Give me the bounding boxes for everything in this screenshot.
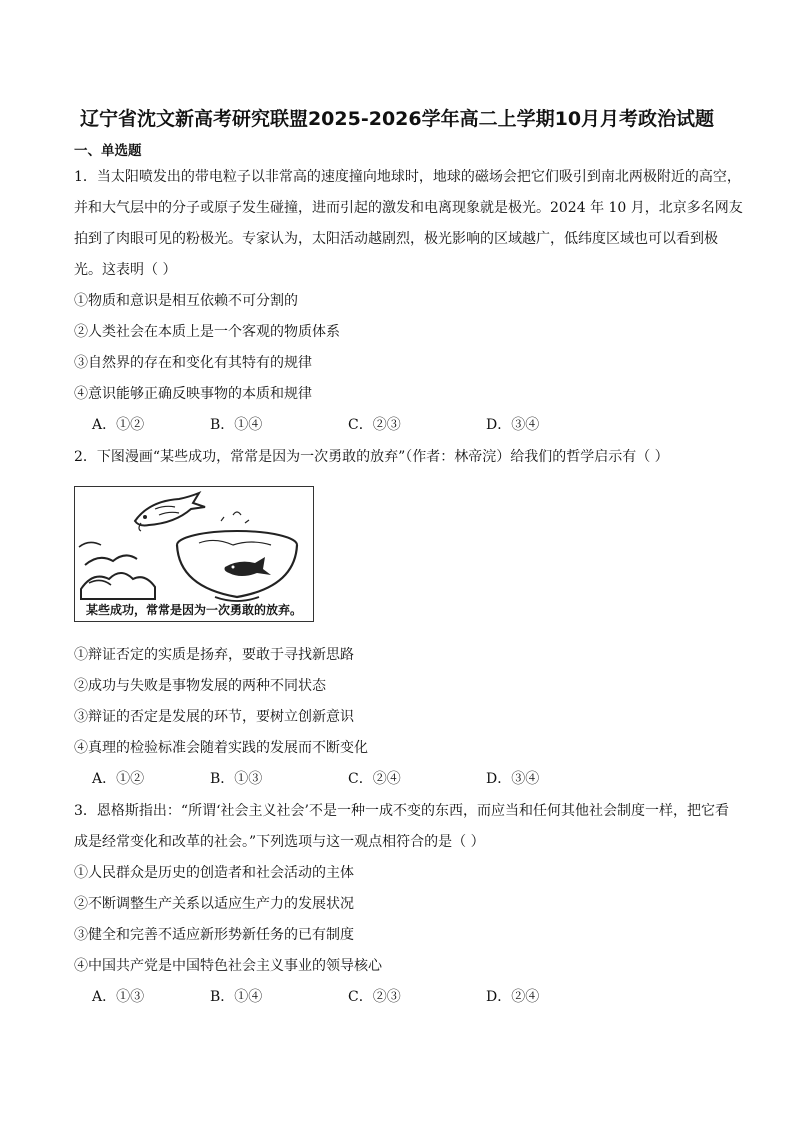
bowl-icon <box>177 531 297 601</box>
q3-option-a[interactable]: A．①③ <box>92 989 145 1005</box>
q2-options <box>92 768 586 788</box>
q1-stem-line: 1．当太阳喷发出的带电粒子以非常高的速度撞向地球时，地球的磁场会把它们吸引到南北两极附近的高空， <box>74 169 741 185</box>
q1-stem-line: 拍到了肉眼可见的粉极光。专家认为，太阳活动越剧烈，极光影响的区域越广，低纬度区域也可以看到极 <box>74 231 718 247</box>
q2-item: ③辩证的否定是发展的环节，要树立创新意识 <box>74 709 354 725</box>
q3-item: ②不断调整生产关系以适应生产力的发展状况 <box>74 896 354 912</box>
q2-option-c[interactable]: C．②④ <box>348 771 401 787</box>
q3-option-c[interactable]: C．②③ <box>348 989 401 1005</box>
q3-stem-line: 3．恩格斯指出：“所谓‘社会主义社会’不是一种一成不变的东西，而应当和任何其他社会制度一样，把它看 <box>74 803 729 819</box>
q2-item: ④真理的检验标准会随着实践的发展而不断变化 <box>74 740 368 756</box>
q1-option-c[interactable]: C．②③ <box>348 417 401 433</box>
q2-option-d[interactable]: D．③④ <box>486 771 540 787</box>
q2-stem-line: 2．下图漫画“某些成功，常常是因为一次勇敢的放弃”（作者：林帝浣）给我们的哲学启示有（ ） <box>74 449 669 465</box>
q1-item: ②人类社会在本质上是一个客观的物质体系 <box>74 324 340 340</box>
q1-stem-line: 光。这表明（ ） <box>74 262 177 278</box>
q1-item: ①物质和意识是相互依赖不可分割的 <box>74 293 298 309</box>
jumping-fish-icon <box>135 493 205 531</box>
q3-options <box>92 986 586 1006</box>
section-heading: 一、单选题 <box>74 143 142 159</box>
q3-item: ①人民群众是历史的创造者和社会活动的主体 <box>74 865 354 881</box>
q3-stem-line: 成是经常变化和改革的社会。”下列选项与这一观点相符合的是（ ） <box>74 834 485 850</box>
q1-option-d[interactable]: D．③④ <box>486 417 540 433</box>
cartoon-caption: 某些成功，常常是因为一次勇敢的放弃。 <box>85 603 302 617</box>
q2-item: ①辩证否定的实质是扬弃，要敢于寻找新思路 <box>74 647 354 663</box>
q2-option-a[interactable]: A．①② <box>92 771 145 787</box>
q3-option-b[interactable]: B．①④ <box>210 989 263 1005</box>
q2-item: ②成功与失败是事物发展的两种不同状态 <box>74 678 326 694</box>
q3-item: ③健全和完善不适应新形势新任务的已有制度 <box>74 927 354 943</box>
q3-option-d[interactable]: D．②④ <box>486 989 540 1005</box>
q1-item: ④意识能够正确反映事物的本质和规律 <box>74 386 312 402</box>
q1-option-b[interactable]: B．①④ <box>210 417 263 433</box>
q1-item: ③自然界的存在和变化有其特有的规律 <box>74 355 312 371</box>
fish-cartoon-image <box>74 486 314 622</box>
q3-item: ④中国共产党是中国特色社会主义事业的领导核心 <box>74 958 382 974</box>
q1-option-a[interactable]: A．①② <box>92 417 145 433</box>
q1-stem-line: 并和大气层中的分子或原子发生碰撞，进而引起的激发和电离现象就是极光。2024 年 10 月，北京多名网友 <box>74 200 743 216</box>
q2-option-b[interactable]: B．①③ <box>210 771 263 787</box>
q1-options <box>92 414 586 434</box>
exam-title: 辽宁省沈文新高考研究联盟2025-2026学年高二上学期10月月考政治试题 <box>79 108 715 130</box>
